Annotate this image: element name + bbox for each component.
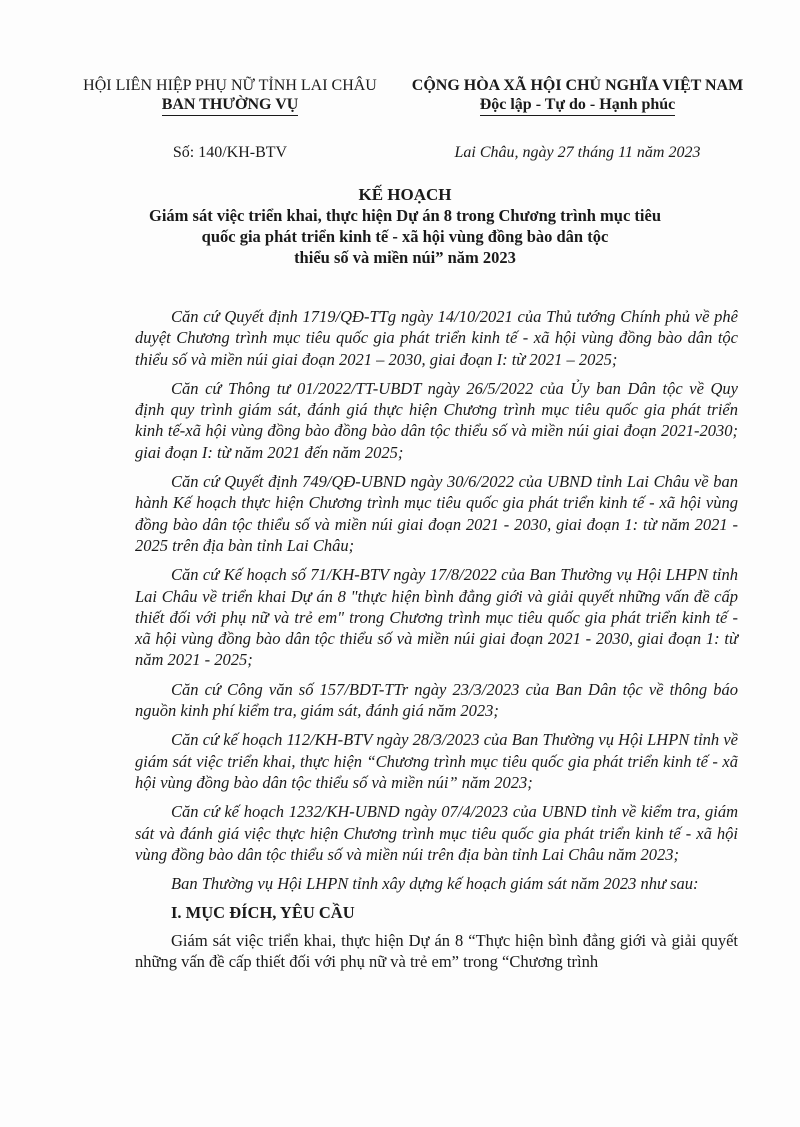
legal-basis-paragraph: Căn cứ Công văn số 157/BDT-TTr ngày 23/3/2023 của Ban Dân tộc về thông báo nguồn kinh phí kiểm tra, giám sát, đánh giá năm 2023;: [135, 679, 738, 721]
section-paragraph: Giám sát việc triển khai, thực hiện Dự án 8 “Thực hiện bình đẳng giới và giải quyết những vấn đề cấp thiết đối với phụ nữ và trẻ em” trong “Chương trình: [135, 930, 738, 972]
section-heading: I. MỤC ĐÍCH, YÊU CẦU: [171, 903, 355, 923]
legal-basis-paragraph: Căn cứ Thông tư 01/2022/TT-UBDT ngày 26/5/2022 của Ủy ban Dân tộc về Quy định quy trình giám sát, đánh giá thực hiện Chương trình mục tiêu quốc gia phát triển kinh tế-xã hội vùng đồng bào đồng bào dân tộc thiểu số và miền núi giai đoạn 2021-2030; giai đoạn I: từ năm 2021 đến năm 2025;: [135, 378, 738, 462]
legal-basis-paragraph: Căn cứ Quyết định 1719/QĐ-TTg ngày 14/10/2021 của Thủ tướng Chính phủ về phê duyệt Chương trình mục tiêu quốc gia phát triển kinh tế - xã hội vùng đồng bào dân tộc thiểu số và miền núi giai đoạn 2021 – 2030, giai đoạn I: từ 2021 – 2025;: [135, 307, 738, 369]
national-motto: Độc lập - Tự do - Hạnh phúc: [480, 95, 676, 116]
department-name: BAN THƯỜNG VỤ: [162, 95, 299, 116]
legal-basis-paragraph: Căn cứ Kế hoạch số 71/KH-BTV ngày 17/8/2022 của Ban Thường vụ Hội LHPN tỉnh Lai Châu về triển khai Dự án 8 "thực hiện bình đẳng giới và giải quyết những vấn đề cấp thiết đối với phụ nữ và trẻ em" trong Chương trình mục tiêu quốc gia phát triển kinh tế - xã hội vùng đồng bào dân tộc thiểu số và miền núi giai đoạn 2021 - 2030, giai đoạn 1: từ năm 2021 - 2025;: [135, 565, 738, 670]
place-date: Lai Châu, ngày 27 tháng 11 năm 2023: [454, 144, 701, 161]
organization-name: HỘI LIÊN HIỆP PHỤ NỮ TỈNH LAI CHÂU: [83, 77, 377, 94]
legal-basis-paragraph: Căn cứ kế hoạch 1232/KH-UBND ngày 07/4/2023 của UBND tỉnh về kiểm tra, giám sát và đánh giá việc thực hiện Chương trình mục tiêu quốc gia phát triển kinh tế - xã hội vùng đồng bào dân tộc thiểu số và miền núi trên địa bàn tỉnh Lai Châu năm 2023;: [135, 802, 738, 864]
plan-intro-paragraph: Ban Thường vụ Hội LHPN tỉnh xây dựng kế hoạch giám sát năm 2023 như sau:: [171, 874, 699, 894]
title-subtitle-line-2: quốc gia phát triển kinh tế - xã hội vùng đồng bào dân tộc: [201, 227, 609, 246]
document-body: [135, 306, 738, 972]
nation-name: CỘNG HÒA XÃ HỘI CHỦ NGHĨA VIỆT NAM: [411, 77, 744, 94]
issuing-agency-header: [75, 76, 385, 162]
legal-basis-paragraph: Căn cứ Quyết định 749/QĐ-UBND ngày 30/6/2022 của UBND tỉnh Lai Châu về ban hành Kế hoạch thực hiện Chương trình mục tiêu quốc gia phát triển kinh tế - xã hội vùng đồng bào dân tộc thiểu số và miền núi giai đoạn 2021 - 2030, giai đoạn 1: từ năm 2021 - 2025 trên địa bàn tỉnh Lai Châu;: [135, 472, 738, 555]
document-number: Số: 140/KH-BTV: [172, 144, 288, 161]
title-subtitle-line-1: Giám sát việc triển khai, thực hiện Dự án 8 trong Chương trình mục tiêu: [148, 206, 661, 225]
national-header: [405, 76, 750, 162]
title-heading: KẾ HOẠCH: [358, 185, 452, 204]
document-title: [60, 185, 750, 268]
legal-basis-paragraph: Căn cứ kế hoạch 112/KH-BTV ngày 28/3/2023 của Ban Thường vụ Hội LHPN tỉnh về giám sát việc triển khai, thực hiện “Chương trình mục tiêu quốc gia phát triển kinh tế - xã hội vùng đồng bào dân tộc thiểu số và miền núi” năm 2023;: [135, 730, 738, 792]
title-subtitle-line-3: thiểu số và miền núi” năm 2023: [294, 248, 516, 267]
